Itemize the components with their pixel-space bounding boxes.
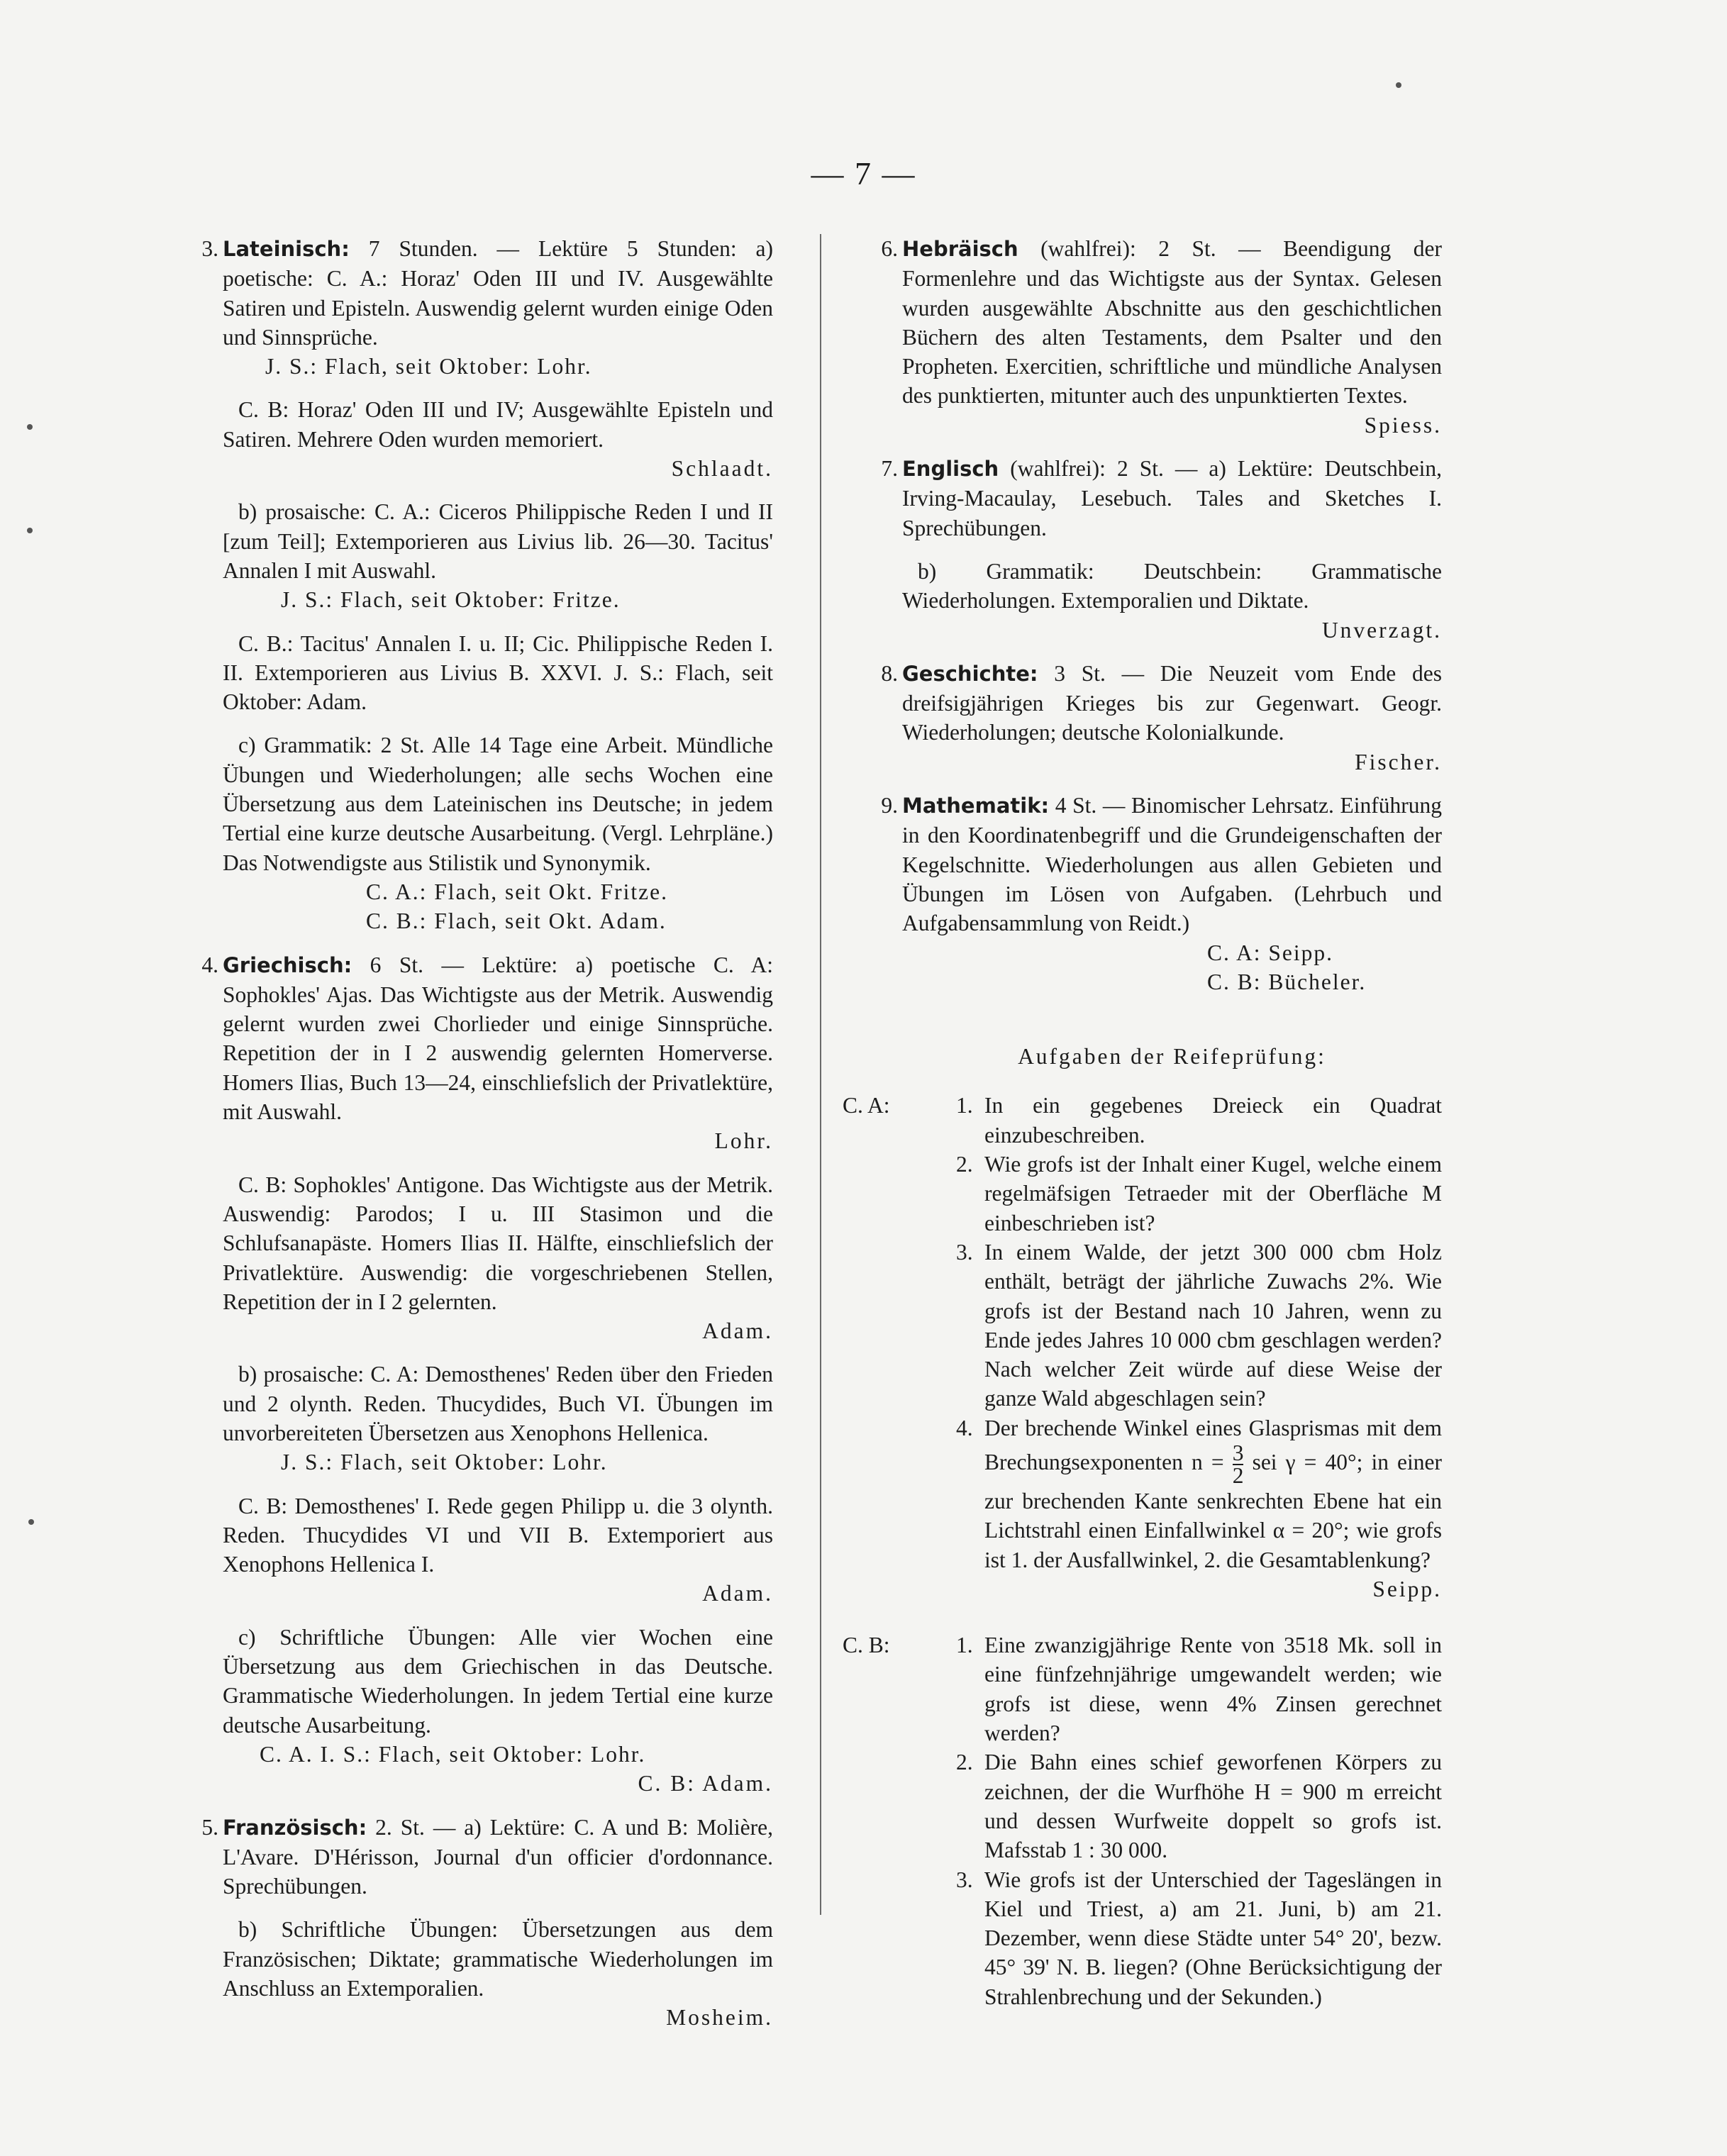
- section-number: 5.: [201, 1814, 218, 1840]
- task-text: Wie grofs ist der Unterschied der Tageslängen in Kiel und Triest, a) am 21. Juni, b) am 21. Dezember, wenn diese Städte unter 54° 20', bezw. 45° 39' N. B. liegen? (Ohne Berücksichtigung der Strahlenbrechung und der Sekunden.): [984, 1867, 1442, 2009]
- paragraph-text: 2. St. — a) Lektüre: C. A und B: Molière, L'Avare. D'Hérisson, Journal d'un officier d'ordonnance. Sprechübungen.: [223, 1814, 774, 1899]
- fraction: [1232, 1440, 1244, 1488]
- section-number: 4.: [201, 952, 218, 977]
- paragraph-text: 4 St. — Binomischer Lehrsatz. Einführung in den Koordinatenbegriff und die Grundeigenschaften der Kegelschnitte. Wiederholungen aus allen Gebieten und Übungen im Lösen von Aufgaben. (Lehrbuch und Aufgabensammlung von Reidt.): [902, 793, 1443, 936]
- task-text: Wie grofs ist der Inhalt einer Kugel, welche einem regelmäfsigen Tetraeder mit der Oberfläche M einbeschrieben ist?: [984, 1152, 1442, 1235]
- page-number: — 7 —: [811, 155, 916, 191]
- paragraph-text: C. B: Sophokles' Antigone. Das Wichtigste aus der Metrik. Auswendig: Parodos; I u. III Stasimon und die Schlufsanapäste. Homers Ilias II. Hälfte, einschliefslich der Privatlektüre. Auswendig: die vorgeschriebenen Stellen, Repetition der in I 2 gelernten.: [223, 1172, 773, 1314]
- section-paragraph: [223, 1491, 773, 1608]
- section-mathematik: [843, 791, 1442, 996]
- section-paragraph: [902, 659, 1442, 777]
- task-text: sei γ = 40°; in einer zur brechenden Kante senkrechten Ebene hat ein Lichtstrahl einen Einfallwinkel α = 20°; wie grofs ist 1. der Ausfallwinkel, 2. die Gesamtablenkung?: [984, 1450, 1443, 1572]
- teacher-line: Unverzagt.: [1321, 617, 1442, 643]
- paragraph-text: b) Schriftliche Übungen: Übersetzungen aus dem Französischen; Diktate; grammatische Wiederholungen im Anschluss an Extemporalien.: [223, 1917, 773, 2001]
- section-heading: Geschichte:: [902, 661, 1038, 686]
- task-text: In einem Walde, der jetzt 300 000 cbm Holz enthält, beträgt der jährliche Zuwachs 2%. Wie grofs ist der Bestand nach 10 Jahren, wenn zu Ende jedes Jahres 10 000 cbm geschlagen werden? Nach welcher Zeit würde auf diese Weise der ganze Wald abgeschlagen sein?: [984, 1239, 1442, 1411]
- paragraph-text: b) Grammatik: Deutschbein: Grammatische Wiederholungen. Extemporalien und Diktate.: [902, 558, 1442, 613]
- paragraph-text: 6 St. — Lektüre: a) poetische C. A: Sophokles' Ajas. Das Wichtigste aus der Metrik. Auswendig gelernt wurden zwei Chorlieder und einige Sinnsprüche. Repetition der in I 2 auswendig gelernten Homerverse. Homers Ilias, Buch 13—24, einschliefslich der Privatlektüre, mit Auswahl.: [223, 952, 774, 1125]
- task-number: 1.: [956, 1093, 973, 1118]
- teacher-line: Schlaadt.: [671, 456, 773, 482]
- task-group-cb: [843, 1630, 1442, 2011]
- task-number: 1.: [956, 1633, 973, 1658]
- section-number: 7.: [881, 456, 898, 482]
- section-paragraph: [223, 1170, 773, 1346]
- task-number: 4.: [956, 1415, 973, 1440]
- teacher-line: Mosheim.: [666, 2005, 773, 2030]
- task-item: [956, 1238, 1442, 1413]
- teacher-line: Seipp.: [1372, 1576, 1442, 1601]
- teacher-line: J. S.: Flach, seit Oktober: Lohr.: [281, 1450, 608, 1475]
- task-text: In ein gegebenes Dreieck ein Quadrat einzubeschreiben.: [984, 1093, 1442, 1148]
- teacher-line: C. B: Bücheler.: [1207, 969, 1367, 994]
- paragraph-text: C. B: Demosthenes' I. Rede gegen Philipp u. die 3 olynth. Reden. Thucydides VI und VII B. Extemporiert aus Xenophons Hellenica I.: [223, 1493, 773, 1577]
- fraction-denominator: 2: [1232, 1462, 1244, 1488]
- task-number: 3.: [956, 1867, 973, 1892]
- section-paragraph: [223, 395, 773, 483]
- section-heading: Französisch:: [223, 1815, 367, 1840]
- teacher-line: C. A. I. S.: Flach, seit Oktober: Lohr.: [260, 1741, 646, 1767]
- task-number: 3.: [956, 1239, 973, 1265]
- left-column: [163, 234, 773, 2033]
- section-number: 6.: [881, 236, 898, 261]
- group-label: C. B:: [843, 1633, 890, 1658]
- paragraph-text: 7 Stunden. — Lektüre 5 Stunden: a) poetische: C. A.: Horaz' Oden III und IV. Ausgewählte Satiren und Episteln. Auswendig gelernt wurden einige Oden und Sinnsprüche.: [223, 236, 774, 350]
- task-item: [956, 1413, 1442, 1604]
- paragraph-text: C. B: Horaz' Oden III und IV; Ausgewählte Episteln und Satiren. Mehrere Oden wurden memoriert.: [223, 397, 773, 452]
- teacher-line: Lohr.: [714, 1128, 773, 1154]
- exam-tasks-title: Aufgaben der Reifeprüfung:: [1018, 1044, 1326, 1069]
- task-text: Eine zwanzigjährige Rente von 3518 Mk. soll in eine fünfzehnjährige umgewandelt werden; wie grofs ist diese, wenn 4% Zinsen gerechnet werden?: [984, 1633, 1442, 1746]
- paragraph-text: c) Schriftliche Übungen: Alle vier Wochen eine Übersetzung aus dem Griechischen in das Deutsche. Grammatische Wiederholungen. In jedem Tertial eine kurze deutsche Ausarbeitung.: [223, 1624, 773, 1738]
- section-number: 3.: [201, 236, 218, 261]
- paragraph-text: (wahlfrei): 2 St. — Beendigung der Formenlehre und das Wichtigste aus der Syntax. Gelesen wurden ausgewählte Abschnitte aus den geschichtlichen Büchern des alten Testaments, dem Psalter und den Propheten. Exercitien, schriftliche und mündliche Analysen des punktierten, mitunter auch des unpunktierten Textes.: [902, 236, 1443, 409]
- column-divider: [820, 234, 821, 1915]
- section-paragraph: [223, 730, 773, 935]
- section-number: 8.: [881, 660, 898, 686]
- teacher-line: C. B: Adam.: [638, 1771, 773, 1796]
- section-heading: Englisch: [902, 457, 999, 482]
- section-paragraph: [902, 791, 1442, 996]
- section-paragraph: [223, 1813, 773, 1901]
- section-heading: Mathematik:: [902, 794, 1050, 818]
- paragraph-text: 3 St. — Die Neuzeit vom Ende des dreifsigjährigen Krieges bis zur Gegenwart. Geogr. Wiederholungen; deutsche Kolonialkunde.: [902, 660, 1442, 745]
- section-number: 9.: [881, 793, 898, 818]
- section-hebraeisch: [843, 234, 1442, 440]
- section-paragraph: [902, 234, 1442, 440]
- right-column: [843, 234, 1442, 2011]
- section-paragraph: [902, 557, 1442, 645]
- section-griechisch: [163, 950, 773, 1799]
- task-text: Die Bahn eines schief geworfenen Körpers zu zeichnen, der die Wurfhöhe H = 900 m erreicht und dessen Wurfweite doppelt so grofs ist. Mafsstab 1 : 30 000.: [984, 1750, 1442, 1863]
- paragraph-text: (wahlfrei): 2 St. — a) Lektüre: Deutschbein, Irving-Macaulay, Lesebuch. Tales and Sketches I. Sprechübungen.: [902, 456, 1442, 540]
- task-item: [956, 1865, 1442, 2011]
- scan-speck: [1396, 82, 1401, 88]
- fraction-numerator: 3: [1232, 1440, 1244, 1465]
- task-list: [956, 1630, 1442, 2011]
- task-item: [956, 1747, 1442, 1865]
- teacher-line: J. S.: Flach, seit Oktober: Fritze.: [281, 587, 621, 613]
- group-label: C. A:: [843, 1093, 890, 1118]
- paragraph-text: c) Grammatik: 2 St. Alle 14 Tage eine Arbeit. Mündliche Übungen und Wiederholungen; alle sechs Wochen eine Übersetzung aus dem Lateinischen ins Deutsche; in jedem Tertial eine kurze deutsche Ausarbeitung. (Vergl. Lehrpläne.) Das Notwendigste aus Stilistik und Synonymik.: [223, 733, 773, 875]
- section-latein: [163, 234, 773, 936]
- section-franzoesisch: [163, 1813, 773, 2033]
- paragraph-text: b) prosaische: C. A: Demosthenes' Reden über den Frieden und 2 olynth. Reden. Thucydides, Buch VI. Übungen im unvorbereiteten Übersetzen aus Xenophons Hellenica.: [223, 1362, 773, 1445]
- section-heading: Hebräisch: [902, 237, 1018, 261]
- teacher-line: J. S.: Flach, seit Oktober: Lohr.: [265, 354, 592, 379]
- section-paragraph: [902, 454, 1442, 543]
- section-heading: Griechisch:: [223, 952, 352, 977]
- task-number: 2.: [956, 1750, 973, 1775]
- scan-speck: [27, 528, 33, 533]
- teacher-line: Adam.: [702, 1581, 773, 1606]
- section-geschichte: [843, 659, 1442, 777]
- section-paragraph: [223, 1623, 773, 1799]
- task-item: [956, 1150, 1442, 1238]
- task-group-ca: [843, 1091, 1442, 1604]
- section-paragraph: C. B.: Tacitus' Annalen I. u. II; Cic. Philippische Reden I. II. Extemporieren aus Livius B. XXVI. J. S.: Flach, seit Oktober: Adam.: [223, 630, 773, 715]
- teacher-line: C. B.: Flach, seit Okt. Adam.: [366, 908, 667, 934]
- task-text: Der brechende Winkel eines Glasprismas mit dem Brechungsexponenten n =: [984, 1415, 1442, 1475]
- paragraph-text: b) prosaische: C. A.: Ciceros Philippische Reden I und II [zum Teil]; Extemporieren aus Livius lib. 26—30. Tacitus' Annalen I mit Auswahl.: [223, 499, 773, 583]
- section-englisch: [843, 454, 1442, 645]
- task-item: [956, 1091, 1442, 1150]
- teacher-line: Fischer.: [1355, 749, 1442, 774]
- teacher-line: Spiess.: [1364, 412, 1442, 438]
- section-paragraph: [223, 497, 773, 614]
- section-heading: Lateinisch:: [223, 237, 350, 261]
- scan-speck: [27, 424, 33, 430]
- task-item: [956, 1630, 1442, 1747]
- teacher-line: C. A.: Flach, seit Okt. Fritze.: [366, 879, 668, 904]
- section-paragraph: [223, 234, 773, 381]
- teacher-line: Adam.: [702, 1318, 773, 1344]
- teacher-line: C. A: Seipp.: [1207, 940, 1334, 965]
- task-number: 2.: [956, 1152, 973, 1177]
- section-paragraph: [223, 1915, 773, 2032]
- section-paragraph: [223, 1360, 773, 1477]
- section-paragraph: [223, 950, 773, 1156]
- scan-speck: [28, 1519, 34, 1525]
- task-list: [956, 1091, 1442, 1413]
